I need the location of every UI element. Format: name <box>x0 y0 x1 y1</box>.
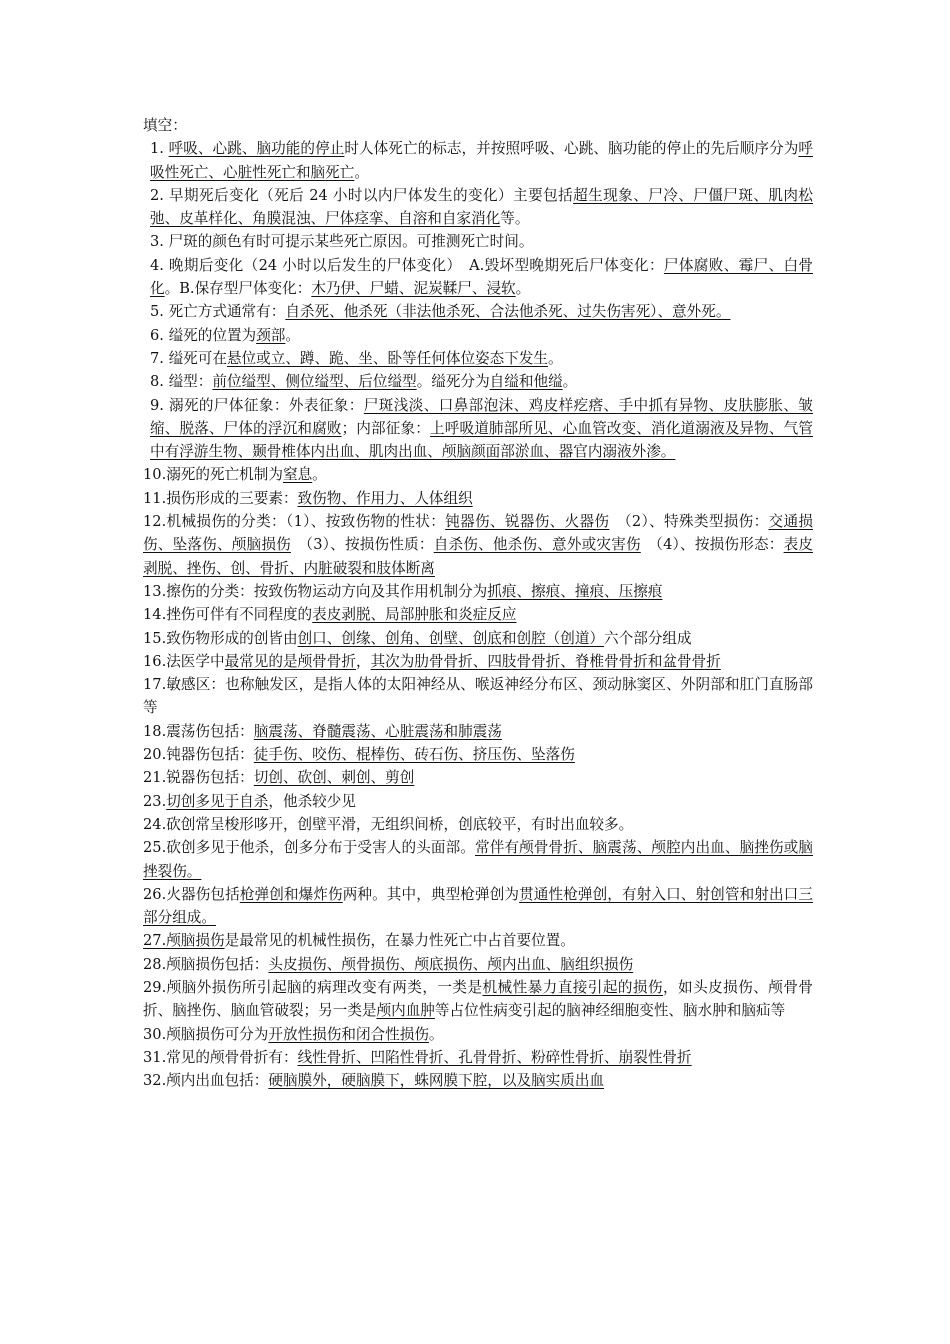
underlined-answer: 贯通性枪弹创，有射入口、射创管和射出口三部分组成。 <box>143 885 813 927</box>
underlined-answer: 硬脑膜外，硬脑膜下，蛛网膜下腔，以及脑实质出血 <box>268 1072 605 1090</box>
list-item <box>143 836 813 883</box>
list-item <box>143 1069 813 1092</box>
item-text: 26.火器伤包括 <box>143 885 240 903</box>
item-text: 15.致伤物形成的创皆由 <box>143 629 298 647</box>
underlined-answer: 切创多见于自杀 <box>166 792 269 810</box>
item-text: （2）、特殊类型损伤： <box>609 513 769 531</box>
underlined-answer: 切创、砍创、刺创、剪创 <box>253 769 415 787</box>
item-text: （4）、按损伤形态： <box>640 536 784 554</box>
list-item <box>143 627 813 650</box>
underlined-answer: 悬位或立、蹲、跪、坐、卧等任何体位姿态下发生 <box>226 349 549 367</box>
list-item <box>143 720 813 743</box>
list-item <box>143 953 813 976</box>
item-text: 14.挫伤可伴有不同程度的 <box>143 606 313 624</box>
item-text: ；内部征象： <box>341 419 430 437</box>
item-text: 31.常见的颅骨骨折有： <box>143 1048 298 1066</box>
item-text: 6. 缢死的位置为 <box>150 326 257 344</box>
list-item <box>143 603 813 626</box>
item-text: 11.损伤形成的三要素： <box>143 489 298 507</box>
list-item <box>143 230 813 253</box>
underlined-answer: 枪弹创和爆炸伤 <box>239 885 343 903</box>
list-item <box>143 394 813 464</box>
underlined-answer: 颈部 <box>256 326 286 344</box>
list-item <box>143 1023 813 1046</box>
underlined-answer: 头皮损伤、颅骨损伤、颅底损伤、颅内出血、脑组织损伤 <box>268 955 634 973</box>
list-item <box>143 487 813 510</box>
underlined-answer: 表皮剥脱、局部肿胀和炎症反应 <box>312 606 517 624</box>
underlined-answer: 抓痕、擦痕、撞痕、压擦痕 <box>487 582 663 600</box>
underlined-answer: 其次为肋骨骨折、四肢骨骨折、脊椎骨骨折和盆骨骨折 <box>370 652 721 670</box>
list-item <box>143 673 813 720</box>
list-item <box>143 650 813 673</box>
item-text: 两种。其中，典型枪弹创为 <box>342 885 520 903</box>
underlined-answer: 最常见的是颅骨骨折 <box>224 652 356 670</box>
underlined-answer: 创口、创缘、创角、创壁、创底和创腔（创道） <box>297 629 605 647</box>
item-text: 4. 晚期后变化（24 小时以后发生的尸体变化） A.毁坏型晚期死后尸体变化： <box>150 256 664 274</box>
list-item <box>143 790 813 813</box>
item-text: 。缢死分为 <box>416 373 490 391</box>
item-text: ，如头皮损伤、颅骨骨折、脑挫伤、脑血管破裂；另一类是 <box>143 978 813 1020</box>
item-text: 2. 早期死后变化（死后 24 小时以内尸体发生的变化）主要包括 <box>150 186 574 204</box>
underlined-answer: 呼吸、心跳、脑功能的停止 <box>168 140 345 158</box>
item-text: 12.机械损伤的分类：（1）、按致伤物的性状： <box>143 513 446 531</box>
underlined-answer: 表皮剥脱、挫伤、创、骨折、内脏破裂和肢体断离 <box>143 536 813 577</box>
document-page <box>143 114 813 1092</box>
list-item <box>143 510 813 580</box>
list-item <box>143 743 813 766</box>
list-item <box>143 929 813 952</box>
underlined-answer: 自缢和他缢 <box>489 373 563 391</box>
item-text: 。 <box>515 280 531 298</box>
item-text: 9. 溺死的尸体征象：外表征象： <box>150 396 364 414</box>
item-text: 。B.保存型尸体变化： <box>164 280 312 298</box>
item-text: 六个部分组成 <box>604 629 692 647</box>
list-item <box>143 254 813 301</box>
item-text: 。 <box>428 1025 444 1043</box>
underlined-answer: 呼吸性死亡、心脏性死亡和脑死亡 <box>150 140 813 181</box>
item-text: 7. 缢死可在 <box>150 349 227 367</box>
item-text: 5. 死亡方式通常有： <box>150 303 286 321</box>
list-item <box>143 300 813 323</box>
underlined-answer: 开放性损伤和闭合性损伤 <box>268 1025 429 1043</box>
item-text: 23. <box>143 792 167 810</box>
item-text: 32.颅内出血包括： <box>143 1072 269 1090</box>
underlined-answer: 脑震荡、脊髓震荡、心脏震荡和肺震荡 <box>253 722 502 740</box>
underlined-answer: 超生现象、尸冷、尸僵尸斑、肌肉松弛、皮革样化、角膜混浊、尸体痉挛、自溶和自家消化 <box>150 186 813 228</box>
underlined-answer: 致伤物、作用力、人体组织 <box>297 489 473 507</box>
item-text: 13.擦伤的分类：按致伤物运动方向及其作用机制分为 <box>143 582 488 600</box>
item-text: 。 <box>548 349 563 367</box>
list-item <box>143 184 813 231</box>
list-item <box>143 976 813 1023</box>
item-text: 。 <box>562 373 578 391</box>
item-text: 30.颅脑损伤可分为 <box>143 1025 269 1043</box>
list-item <box>143 580 813 603</box>
item-text: 等。 <box>500 210 530 228</box>
underlined-answer: 线性骨折、凹陷性骨折、孔骨骨折、粉碎性骨折、崩裂性骨折 <box>297 1048 692 1066</box>
list-item <box>143 324 813 347</box>
underlined-answer: 27.颅脑损伤 <box>143 932 225 950</box>
item-text: 。 <box>354 163 369 181</box>
underlined-answer: 木乃伊、尸蜡、泥炭鞣尸、浸软 <box>311 280 516 298</box>
underlined-answer: 钝器伤、锐器伤、火器伤 <box>445 513 610 531</box>
list-item <box>143 137 813 184</box>
list-item <box>143 1046 813 1069</box>
underlined-answer: 颅内血肿 <box>376 1002 435 1020</box>
item-text: 等占位性病变引起的脑神经细胞变性、脑水肿和脑疝等 <box>434 1002 786 1020</box>
list-item <box>143 813 813 836</box>
item-text: 3. 尸斑的颜色有时可提示某些死亡原因。可推测死亡时间。 <box>150 233 534 251</box>
section-heading: 填空： <box>143 117 187 134</box>
item-text: 24.砍创常呈梭形哆开，创壁平滑，无组织间桥，创底较平，有时出血较多。 <box>143 815 634 833</box>
item-text: ，他杀较少见 <box>268 792 356 810</box>
item-text: 8. 缢型： <box>150 373 213 391</box>
list-item <box>143 370 813 393</box>
underlined-answer: 交通损伤、坠落伤、颅脑损伤 <box>143 513 813 554</box>
list-item <box>143 766 813 789</box>
item-text: 是最常见的机械性损伤，在暴力性死亡中占首要位置。 <box>224 932 575 950</box>
list-item <box>143 347 813 370</box>
item-text: 。 <box>312 466 327 484</box>
underlined-answer: 常伴有颅骨骨折、脑震荡、颅腔内出血、脑挫伤或脑挫裂伤。 <box>143 839 813 880</box>
underlined-answer: 前位缢型、侧位缢型、后位缢型 <box>212 373 417 391</box>
item-text: 1. <box>150 140 169 158</box>
item-text: 10.溺死的死亡机制为 <box>143 466 283 484</box>
item-text: 29.颅脑外损伤所引起脑的病理改变有两类，一类是 <box>143 978 483 996</box>
item-text: ， <box>355 652 371 670</box>
item-text: 17.敏感区：也称触发区，是指人体的太阳神经从、喉返神经分布区、颈动脉窦区、外阴部和肛门直肠部等 <box>143 676 813 717</box>
list-item <box>143 463 813 486</box>
item-text: 时人体死亡的标志，并按照呼吸、心跳、脑功能的停止的先后顺序分为 <box>344 140 799 158</box>
item-text: 20.钝器伤包括： <box>143 746 254 764</box>
item-text: 28.颅脑损伤包括： <box>143 955 269 973</box>
underlined-answer: 自杀死、他杀死（非法他杀死、合法他杀死、过失伤害死）、意外死。 <box>285 303 731 321</box>
item-text: 。 <box>285 326 300 344</box>
underlined-answer: 上呼吸道肺部所见、心血管改变、消化道溺液及异物、气管中有浮游生物、颞骨椎体内出血、肌肉出血、颅脑颜面部淤血、器官内溺液外渗。 <box>150 419 813 461</box>
item-text: 18.震荡伤包括： <box>143 722 254 740</box>
item-text: 25.砍创多见于他杀，创多分布于受害人的头面部。 <box>143 839 475 857</box>
underlined-answer: 尸斑浅淡、口鼻部泡沫、鸡皮样疙瘩、手中抓有异物、皮肤膨胀、皱缩、脱落、尸体的浮沉和腐败 <box>150 396 813 437</box>
underlined-answer: 窒息 <box>282 466 313 484</box>
underlined-answer: 机械性暴力直接引起的损伤 <box>482 978 664 996</box>
underlined-answer: 尸体腐败、霉尸、白骨化 <box>150 256 813 298</box>
list-item <box>143 883 813 930</box>
underlined-answer: 徒手伤、咬伤、棍棒伤、砖石伤、挤压伤、坠落伤 <box>253 746 575 764</box>
underlined-answer: 自杀伤、他杀伤、意外或灾害伤 <box>433 536 641 554</box>
item-list <box>143 137 813 1092</box>
item-text: 16.法医学中 <box>143 652 225 670</box>
item-text: 21.锐器伤包括： <box>143 769 254 787</box>
item-text: （3）、按损伤性质： <box>290 536 434 554</box>
